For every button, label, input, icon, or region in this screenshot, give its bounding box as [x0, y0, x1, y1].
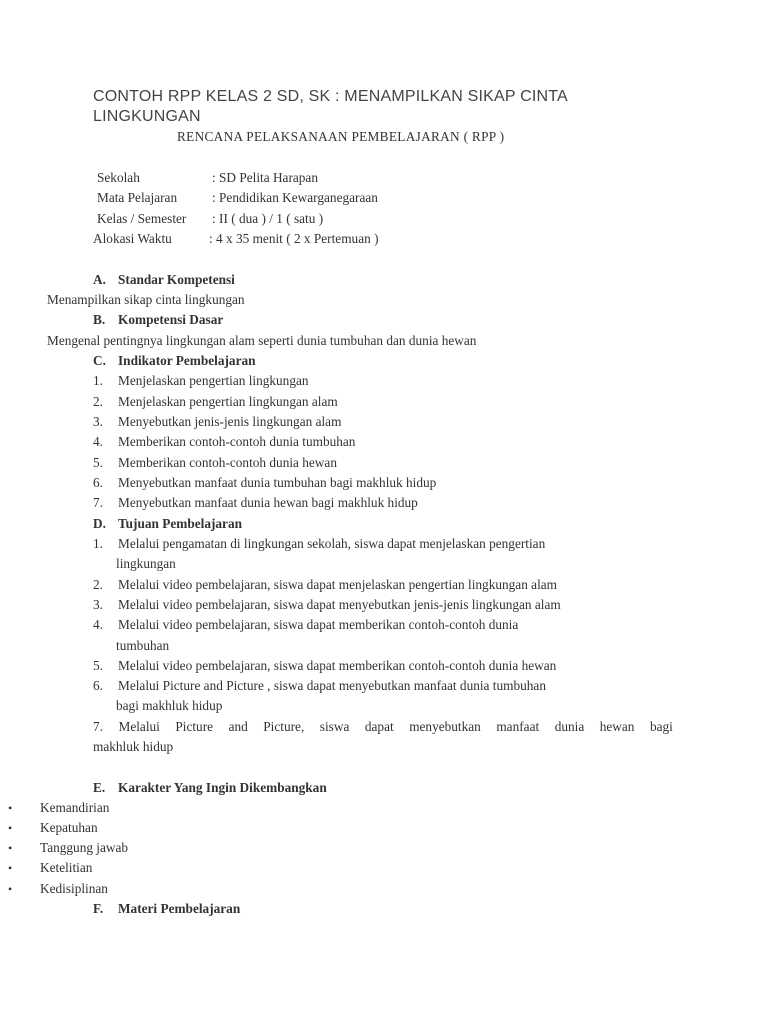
list-item: [93, 679, 546, 692]
list-text: Melalui video pembelajaran, siswa dapat memberikan contoh-contoh dunia hewan: [118, 658, 557, 673]
bullet-icon: •: [8, 882, 13, 896]
section-d-marker: D.: [93, 516, 106, 531]
list-number: 6.: [93, 678, 103, 693]
word: menyebutkan: [409, 719, 481, 734]
bullet-icon: •: [8, 841, 13, 855]
list-text: Melalui pengamatan di lingkungan sekolah, siswa dapat menjelaskan pengertian: [118, 536, 546, 551]
list-number: 7.: [93, 719, 103, 734]
list-text: Melalui video pembelajaran, siswa dapat memberikan contoh-contoh dunia: [118, 617, 519, 632]
list-number: 3.: [93, 414, 103, 429]
list-item-continuation: tumbuhan: [116, 638, 170, 653]
list-item: [93, 476, 436, 489]
word: manfaat: [496, 719, 540, 734]
list-number: 3.: [93, 597, 103, 612]
section-a-heading: [93, 273, 235, 286]
list-item-justified: [93, 720, 673, 733]
bullet-icon: •: [8, 801, 13, 815]
list-item: [93, 618, 518, 631]
identity-value-mapel: : Pendidikan Kewarganegaraan: [212, 190, 378, 205]
list-item: [93, 578, 557, 591]
word: hewan: [599, 719, 635, 734]
list-item-continuation: makhluk hidup: [93, 739, 174, 754]
list-number: 7.: [93, 495, 103, 510]
identity-label-mapel: Mata Pelajaran: [97, 190, 178, 205]
word: and: [228, 719, 248, 734]
section-e-heading: [93, 781, 327, 794]
list-number: 4.: [93, 434, 103, 449]
word: dapat: [364, 719, 394, 734]
bullet-item: Kemandirian: [40, 800, 110, 815]
list-item: [93, 374, 309, 387]
section-e-marker: E.: [93, 780, 106, 795]
section-b-title: Kompetensi Dasar: [118, 312, 224, 327]
list-item-continuation: bagi makhluk hidup: [116, 698, 223, 713]
list-item: [93, 395, 338, 408]
list-item: [93, 537, 545, 550]
bullet-icon: •: [8, 861, 13, 875]
identity-value-alokasi: : 4 x 35 menit ( 2 x Pertemuan ): [209, 231, 379, 246]
list-number: 2.: [93, 394, 103, 409]
word: Melalui: [118, 719, 160, 734]
list-text: Menyebutkan jenis-jenis lingkungan alam: [118, 414, 342, 429]
identity-value-sekolah: : SD Pelita Harapan: [212, 170, 318, 185]
section-c-marker: C.: [93, 353, 106, 368]
section-f-marker: F.: [93, 901, 104, 916]
list-text: Melalui video pembelajaran, siswa dapat menyebutkan jenis-jenis lingkungan alam: [118, 597, 561, 612]
section-b-content: Mengenal pentingnya lingkungan alam seperti dunia tumbuhan dan dunia hewan: [47, 333, 477, 348]
section-c-title: Indikator Pembelajaran: [118, 353, 256, 368]
section-b-heading: [93, 313, 223, 326]
section-c-heading: [93, 354, 256, 367]
list-text: Menjelaskan pengertian lingkungan: [118, 373, 309, 388]
list-number: 1.: [93, 536, 103, 551]
list-number: 4.: [93, 617, 103, 632]
list-item: [93, 496, 418, 509]
identity-label-kelas: Kelas / Semester: [97, 211, 187, 226]
identity-label-alokasi: Alokasi Waktu: [93, 231, 172, 246]
list-item: [93, 659, 556, 672]
section-f-heading: [93, 902, 240, 915]
list-text: Menjelaskan pengertian lingkungan alam: [118, 394, 338, 409]
list-text: Memberikan contoh-contoh dunia hewan: [118, 455, 337, 470]
list-item: [93, 415, 341, 428]
list-number: 6.: [93, 475, 103, 490]
section-a-marker: A.: [93, 272, 106, 287]
word: dunia: [554, 719, 585, 734]
word: siswa: [319, 719, 350, 734]
identity-label-sekolah: Sekolah: [97, 170, 140, 185]
list-text: Melalui Picture and Picture , siswa dapat menyebutkan manfaat dunia tumbuhan: [118, 678, 546, 693]
section-d-title: Tujuan Pembelajaran: [118, 516, 242, 531]
list-text: Memberikan contoh-contoh dunia tumbuhan: [118, 434, 356, 449]
word: Picture,: [263, 719, 305, 734]
bullet-item: Ketelitian: [40, 860, 93, 875]
doc-title-line-2: LINGKUNGAN: [93, 108, 201, 125]
word: bagi: [649, 719, 673, 734]
doc-title-line-1: CONTOH RPP KELAS 2 SD, SK : MENAMPILKAN SIKAP CINTA: [93, 88, 568, 105]
identity-value-kelas: : II ( dua ) / 1 ( satu ): [212, 211, 324, 226]
list-text: Melalui video pembelajaran, siswa dapat menjelaskan pengertian lingkungan alam: [118, 577, 558, 592]
list-item-continuation: lingkungan: [116, 556, 176, 571]
word: Picture: [175, 719, 214, 734]
bullet-item: Kepatuhan: [40, 820, 98, 835]
bullet-item: Tanggung jawab: [40, 840, 129, 855]
section-b-marker: B.: [93, 312, 106, 327]
bullet-icon: •: [8, 821, 13, 835]
section-a-title: Standar Kompetensi: [118, 272, 235, 287]
section-a-content: Menampilkan sikap cinta lingkungan: [47, 292, 245, 307]
list-number: 5.: [93, 658, 103, 673]
list-number: 2.: [93, 577, 103, 592]
list-text: Menyebutkan manfaat dunia hewan bagi makhluk hidup: [118, 495, 418, 510]
section-f-title: Materi Pembelajaran: [118, 901, 241, 916]
doc-subtitle: RENCANA PELAKSANAAN PEMBELAJARAN ( RPP ): [177, 129, 505, 144]
list-number: 5.: [93, 455, 103, 470]
section-d-heading: [93, 517, 242, 530]
list-item: [93, 456, 337, 469]
list-number: 1.: [93, 373, 103, 388]
section-e-title: Karakter Yang Ingin Dikembangkan: [118, 780, 327, 795]
list-text: Menyebutkan manfaat dunia tumbuhan bagi makhluk hidup: [118, 475, 437, 490]
bullet-item: Kedisiplinan: [40, 881, 108, 896]
list-item: [93, 435, 355, 448]
list-item: [93, 598, 561, 611]
